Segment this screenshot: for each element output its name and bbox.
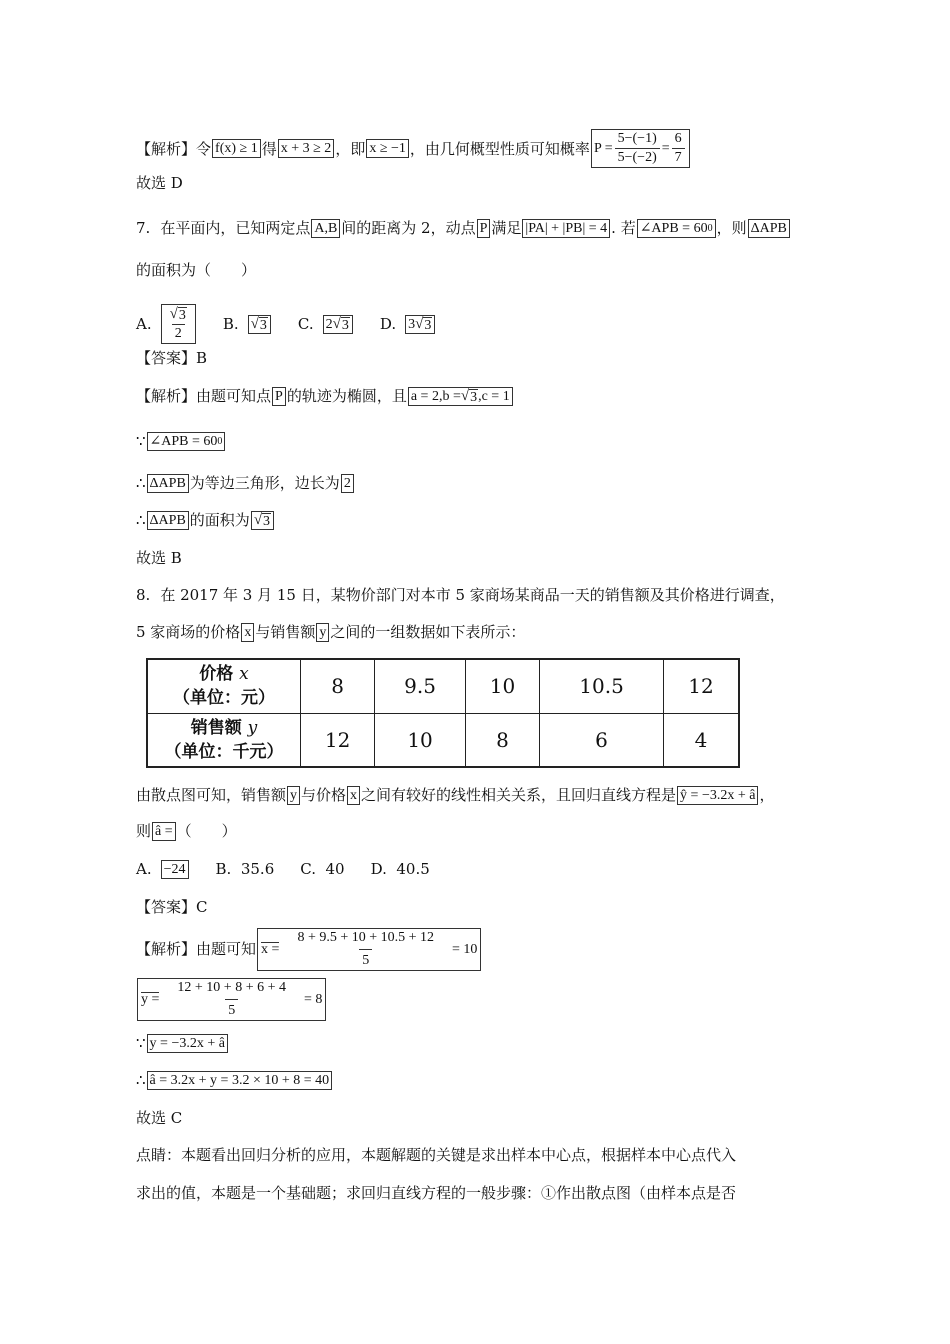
- math-sup: 0: [217, 435, 223, 447]
- math-a-hat: â =: [152, 822, 176, 841]
- radical-icon: √: [253, 511, 263, 528]
- text: ，由几何概型性质可知概率: [409, 139, 590, 158]
- table-cell: 10: [375, 713, 466, 767]
- table-cell: 12: [664, 659, 740, 713]
- math-y: y: [287, 786, 300, 805]
- option-d[interactable]: D. 40.5: [370, 860, 430, 878]
- math-pa-pb: |PA| + |PB| = 4: [522, 219, 610, 238]
- q7-analysis: [136, 386, 514, 406]
- text: ，则: [716, 219, 747, 237]
- table-cell: 12: [301, 713, 375, 767]
- option-key: A.: [136, 860, 152, 878]
- text: 为等边三角形，边长为: [189, 474, 340, 492]
- option-a[interactable]: [136, 859, 190, 879]
- q7-therefore-1: [136, 473, 355, 493]
- text: 与价格: [301, 786, 347, 804]
- denominator: 5: [359, 949, 372, 969]
- math-text: ,c = 1: [478, 388, 510, 404]
- radicand: 3: [424, 317, 432, 333]
- math-x-plus-3: x + 3 ≥ 2: [278, 139, 335, 158]
- table-cell: 8: [301, 659, 375, 713]
- radicand: 3: [259, 317, 267, 333]
- radical-icon: √: [415, 315, 424, 332]
- fraction: [163, 980, 300, 1019]
- text: 间的距离为 2，动点: [341, 219, 476, 237]
- table-cell: 10: [465, 659, 539, 713]
- text: 在 2017 年 3 月 15 日，某物价部门对本市 5 家商场某商品一天的销售额及其价格进行调查，: [160, 586, 785, 604]
- math-sup: 0: [707, 222, 713, 234]
- text: 得: [261, 139, 277, 158]
- text: ，即: [335, 139, 366, 158]
- denominator: 7: [672, 148, 685, 166]
- option-a[interactable]: [136, 304, 197, 344]
- radicand: 3: [470, 389, 478, 405]
- numerator: 8 + 9.5 + 10 + 10.5 + 12: [297, 929, 435, 945]
- sqrt: [170, 306, 187, 323]
- header-var: y: [247, 717, 258, 738]
- fraction: [167, 306, 190, 342]
- math-eq: =: [661, 141, 670, 156]
- row-header-price: [147, 659, 301, 713]
- text: （ ）: [176, 822, 237, 840]
- math-option-a: [161, 304, 196, 344]
- sqrt: [461, 388, 478, 405]
- q7-stem: [136, 218, 791, 238]
- math-x-ge-neg1: x ≥ −1: [366, 139, 409, 158]
- math-y-bar: [137, 978, 326, 1021]
- q7-stem-line2: 的面积为（ ）: [136, 261, 257, 279]
- math-option-c: [323, 315, 353, 334]
- math-rhs: = 8: [304, 991, 323, 1007]
- radicand: 3: [341, 317, 349, 333]
- math-side-length: 2: [341, 474, 354, 493]
- math-x: x: [347, 786, 360, 805]
- header-text: 销售额: [190, 717, 242, 738]
- text: 令: [196, 139, 212, 158]
- sqrt: [415, 316, 432, 333]
- text: 在平面内，已知两定点: [160, 219, 311, 237]
- q8-choice: 故选 C: [136, 1109, 183, 1127]
- therefore-symbol: ∴: [136, 474, 146, 492]
- math-p: P: [477, 219, 491, 238]
- fraction: [615, 131, 660, 166]
- math-lhs: x =: [261, 941, 280, 957]
- q8-stem-line2: [136, 622, 525, 642]
- radical-icon: √: [250, 315, 259, 332]
- q8-stem-line1: [136, 585, 785, 605]
- q7-answer: 【答案】B: [136, 349, 208, 367]
- option-key: A.: [136, 315, 152, 333]
- radicand: 3: [263, 513, 271, 529]
- math-x-bar: [257, 928, 481, 971]
- math-center-eq: y = −3.2x + â: [147, 1034, 228, 1053]
- header-var: x: [239, 664, 249, 685]
- sqrt: [333, 316, 350, 333]
- q8-therefore: [136, 1070, 333, 1090]
- text: 5 家商场的价格: [136, 623, 241, 641]
- therefore-symbol: ∴: [136, 1071, 146, 1089]
- q8-stem-line4: [136, 821, 237, 841]
- text: 由散点图可知，销售额: [136, 786, 287, 804]
- math-option-b: [248, 315, 271, 334]
- math-triangle-apb: ΔAPB: [147, 511, 189, 530]
- denominator: 5−(−2): [615, 148, 660, 166]
- q8-stem-line3: [136, 785, 774, 805]
- question-number: 8.: [136, 586, 151, 604]
- because-symbol: ∵: [136, 1034, 146, 1052]
- fraction: [283, 930, 448, 969]
- numerator: [167, 306, 190, 324]
- math-triangle-apb: ΔAPB: [147, 474, 189, 493]
- option-key: D.: [379, 315, 397, 333]
- q7-because: [136, 431, 226, 451]
- math-regression-eq: ŷ = −3.2x + â: [677, 786, 758, 805]
- math-area: [251, 511, 274, 530]
- header-unit: （单位：元）: [173, 688, 275, 709]
- q8-options: [136, 859, 430, 879]
- math-probability: [591, 129, 690, 168]
- coefficient: 3: [408, 316, 416, 332]
- radical-icon: √: [332, 315, 341, 332]
- option-d[interactable]: [380, 314, 437, 334]
- price-sales-table: [146, 658, 740, 768]
- table-cell: 8: [465, 713, 539, 767]
- math-a-hat-calc: â = 3.2x + y = 3.2 × 10 + 8 = 40: [147, 1071, 333, 1090]
- fraction: [672, 131, 685, 166]
- row-header-sales: [147, 713, 301, 767]
- math-ellipse-params: [408, 387, 513, 406]
- numerator: 5−(−1): [617, 131, 657, 146]
- denominator: 2: [172, 324, 185, 342]
- math-angle-apb: [147, 432, 226, 451]
- text: 由题可知点: [196, 387, 272, 405]
- radical-icon: √: [169, 306, 178, 322]
- text: . 若: [611, 219, 636, 237]
- option-c[interactable]: C. 40: [300, 860, 345, 878]
- text: 与销售额: [255, 623, 316, 641]
- numerator: 6: [674, 131, 682, 146]
- header-unit: （单位：千元）: [164, 741, 284, 762]
- math-text: ∠APB = 60: [639, 220, 708, 236]
- math-option-d: [405, 315, 435, 334]
- q7-options: [136, 304, 436, 344]
- option-key: C.: [297, 315, 314, 333]
- radicand: 3: [178, 308, 186, 323]
- text: 之间的一组数据如下表所示：: [330, 623, 526, 641]
- math-angle-apb: [637, 219, 716, 238]
- text: 则: [136, 822, 152, 840]
- text: ，: [759, 786, 775, 804]
- table-row: [147, 713, 739, 767]
- math-p: P =: [593, 141, 613, 156]
- q7-therefore-2: [136, 510, 275, 530]
- table-row: [147, 659, 739, 713]
- text: 的面积为: [189, 511, 250, 529]
- option-c[interactable]: [298, 314, 354, 334]
- q8-answer: 【答案】C: [136, 898, 208, 916]
- math-rhs: = 10: [452, 941, 478, 957]
- table-cell: 6: [540, 713, 664, 767]
- option-b[interactable]: B. 35.6: [215, 860, 275, 878]
- question-number: 7.: [136, 219, 151, 237]
- therefore-symbol: ∴: [136, 511, 146, 529]
- analysis-label: 【解析】: [136, 139, 197, 158]
- math-ab: A,B: [311, 219, 340, 238]
- math-p: P: [272, 387, 286, 406]
- because-symbol: ∵: [136, 432, 146, 450]
- q6-choice: 故选 D: [136, 174, 183, 192]
- q8-y-bar: [136, 976, 327, 1022]
- coefficient: 2: [325, 316, 333, 332]
- q8-because: [136, 1033, 229, 1053]
- math-triangle-apb: ΔAPB: [748, 219, 790, 238]
- math-y: y: [316, 623, 329, 642]
- sqrt: [251, 316, 268, 333]
- math-text: ∠APB = 60: [149, 433, 218, 449]
- text: 由题可知: [196, 940, 257, 958]
- table-cell: 9.5: [375, 659, 466, 713]
- sqrt: [254, 512, 271, 529]
- comment-line2: 求出的值，本题是一个基础题；求回归直线方程的一般步骤：①作出散点图（由样本点是否: [136, 1184, 737, 1202]
- table-cell: 10.5: [540, 659, 664, 713]
- text: 的轨迹为椭圆，且: [286, 387, 407, 405]
- option-key: B.: [222, 315, 239, 333]
- q6-analysis: [136, 129, 691, 168]
- math-text: a = 2,b =: [410, 388, 461, 404]
- text: 之间有较好的线性相关关系，且回归直线方程是: [361, 786, 677, 804]
- analysis-label: 【解析】: [136, 387, 197, 405]
- math-x: x: [241, 623, 254, 642]
- analysis-label: 【解析】: [136, 940, 197, 958]
- radical-icon: √: [460, 387, 470, 404]
- math-fx-ge-1: f(x) ≥ 1: [212, 139, 261, 158]
- comment-line1: 点睛：本题看出回归分析的应用，本题解题的关键是求出样本中心点，根据样本中心点代入: [136, 1146, 737, 1164]
- option-b[interactable]: [223, 314, 272, 334]
- text: 满足: [491, 219, 522, 237]
- header-text: 价格: [199, 664, 234, 685]
- table-cell: 4: [664, 713, 740, 767]
- numerator: 12 + 10 + 8 + 6 + 4: [177, 979, 286, 995]
- denominator: 5: [225, 999, 238, 1019]
- q7-choice: 故选 B: [136, 549, 182, 567]
- math-option-a: −24: [161, 860, 189, 879]
- q8-analysis: [136, 927, 482, 971]
- math-lhs: y =: [141, 991, 160, 1007]
